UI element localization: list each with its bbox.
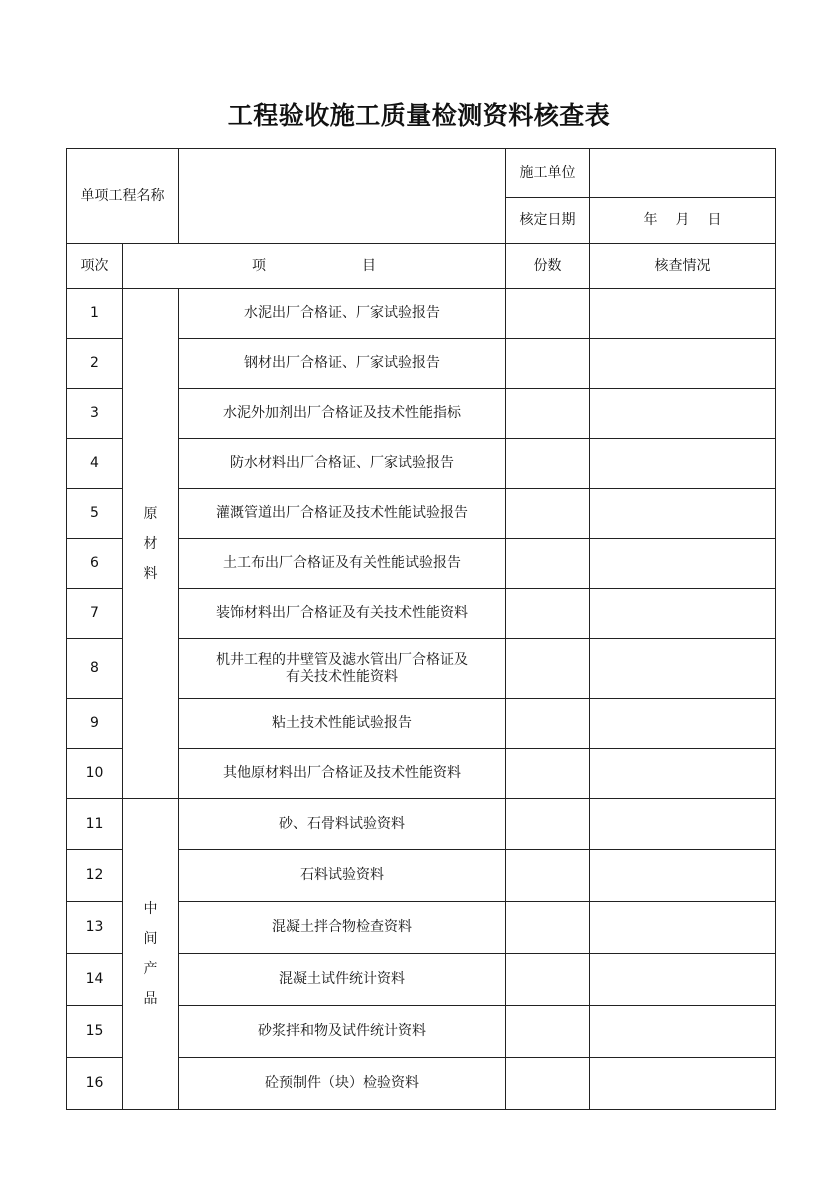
row-item-line1: 机井工程的井壁管及滤水管出厂合格证及	[216, 652, 468, 669]
construction-unit-label: 施工单位	[506, 149, 590, 198]
row-number: 6	[67, 539, 123, 589]
inspection-table	[66, 148, 776, 1110]
row-copies[interactable]	[506, 1058, 590, 1110]
row-status[interactable]	[590, 799, 776, 850]
header-row-1	[67, 149, 776, 198]
col-copies-header: 份数	[506, 244, 590, 289]
row-item: 防水材料出厂合格证、厂家试验报告	[179, 439, 506, 489]
row-number: 16	[67, 1058, 123, 1110]
row-copies[interactable]	[506, 954, 590, 1006]
group-char: 料	[143, 565, 158, 582]
row-item: 砂、石骨料试验资料	[179, 799, 506, 850]
row-item: 水泥出厂合格证、厂家试验报告	[179, 289, 506, 339]
row-number: 10	[67, 749, 123, 799]
row-item: 其他原材料出厂合格证及技术性能资料	[179, 749, 506, 799]
date-day: 日	[707, 212, 722, 229]
row-item: 砂浆拌和物及试件统计资料	[179, 1006, 506, 1058]
group-char: 间	[143, 931, 158, 947]
group-label-intermediate-products	[123, 799, 179, 1110]
row-item: 石料试验资料	[179, 850, 506, 902]
row-item: 混凝土拌合物检查资料	[179, 902, 506, 954]
col-item-header-a: 项	[252, 257, 266, 274]
row-copies[interactable]	[506, 539, 590, 589]
row-item: 水泥外加剂出厂合格证及技术性能指标	[179, 389, 506, 439]
row-number: 7	[67, 589, 123, 639]
row-copies[interactable]	[506, 589, 590, 639]
row-status[interactable]	[590, 749, 776, 799]
row-number: 15	[67, 1006, 123, 1058]
row-status[interactable]	[590, 1006, 776, 1058]
row-item: 灌溉管道出厂合格证及技术性能试验报告	[179, 489, 506, 539]
row-number: 5	[67, 489, 123, 539]
row-status[interactable]	[590, 389, 776, 439]
date-month: 月	[675, 212, 690, 229]
row-status[interactable]	[590, 639, 776, 699]
row-copies[interactable]	[506, 1006, 590, 1058]
row-status[interactable]	[590, 439, 776, 489]
group-char: 中	[143, 901, 158, 917]
row-number: 8	[67, 639, 123, 699]
construction-unit-field[interactable]	[590, 149, 776, 198]
row-number: 1	[67, 289, 123, 339]
group-char: 产	[143, 961, 158, 977]
table-row	[67, 799, 776, 850]
row-number: 11	[67, 799, 123, 850]
row-copies[interactable]	[506, 639, 590, 699]
row-number: 2	[67, 339, 123, 389]
col-status-header: 核查情况	[590, 244, 776, 289]
row-status[interactable]	[590, 489, 776, 539]
row-status[interactable]	[590, 954, 776, 1006]
row-number: 9	[67, 699, 123, 749]
row-number: 13	[67, 902, 123, 954]
row-status[interactable]	[590, 1058, 776, 1110]
group-label-raw-materials	[123, 289, 179, 799]
group-char: 品	[143, 991, 158, 1007]
row-copies[interactable]	[506, 902, 590, 954]
col-item-header	[123, 244, 506, 289]
row-status[interactable]	[590, 289, 776, 339]
verify-date-label: 核定日期	[506, 198, 590, 244]
group-char: 材	[143, 535, 158, 552]
page-title: 工程验收施工质量检测资料核查表	[227, 101, 611, 130]
group-char: 原	[143, 505, 158, 522]
row-status[interactable]	[590, 699, 776, 749]
row-item: 混凝土试件统计资料	[179, 954, 506, 1006]
row-item	[179, 639, 506, 699]
row-copies[interactable]	[506, 389, 590, 439]
row-copies[interactable]	[506, 489, 590, 539]
row-status[interactable]	[590, 589, 776, 639]
verify-date-field[interactable]	[590, 198, 776, 244]
row-item-line2: 有关技术性能资料	[286, 668, 398, 685]
date-year: 年	[643, 212, 658, 229]
row-number: 4	[67, 439, 123, 489]
row-number: 14	[67, 954, 123, 1006]
row-item: 粘土技术性能试验报告	[179, 699, 506, 749]
column-header-row	[67, 244, 776, 289]
row-copies[interactable]	[506, 439, 590, 489]
row-copies[interactable]	[506, 749, 590, 799]
row-item: 装饰材料出厂合格证及有关技术性能资料	[179, 589, 506, 639]
row-copies[interactable]	[506, 699, 590, 749]
row-number: 3	[67, 389, 123, 439]
row-number: 12	[67, 850, 123, 902]
row-item: 土工布出厂合格证及有关性能试验报告	[179, 539, 506, 589]
row-status[interactable]	[590, 902, 776, 954]
row-copies[interactable]	[506, 339, 590, 389]
row-item: 钢材出厂合格证、厂家试验报告	[179, 339, 506, 389]
row-copies[interactable]	[506, 799, 590, 850]
row-item: 砼预制件（块）检验资料	[179, 1058, 506, 1110]
row-copies[interactable]	[506, 850, 590, 902]
col-item-header-b: 目	[362, 257, 376, 274]
row-status[interactable]	[590, 539, 776, 589]
table-row	[67, 289, 776, 339]
project-name-label: 单项工程名称	[67, 149, 179, 244]
row-status[interactable]	[590, 339, 776, 389]
col-seq-header: 项次	[67, 244, 123, 289]
project-name-field[interactable]	[179, 149, 506, 244]
row-copies[interactable]	[506, 289, 590, 339]
row-status[interactable]	[590, 850, 776, 902]
